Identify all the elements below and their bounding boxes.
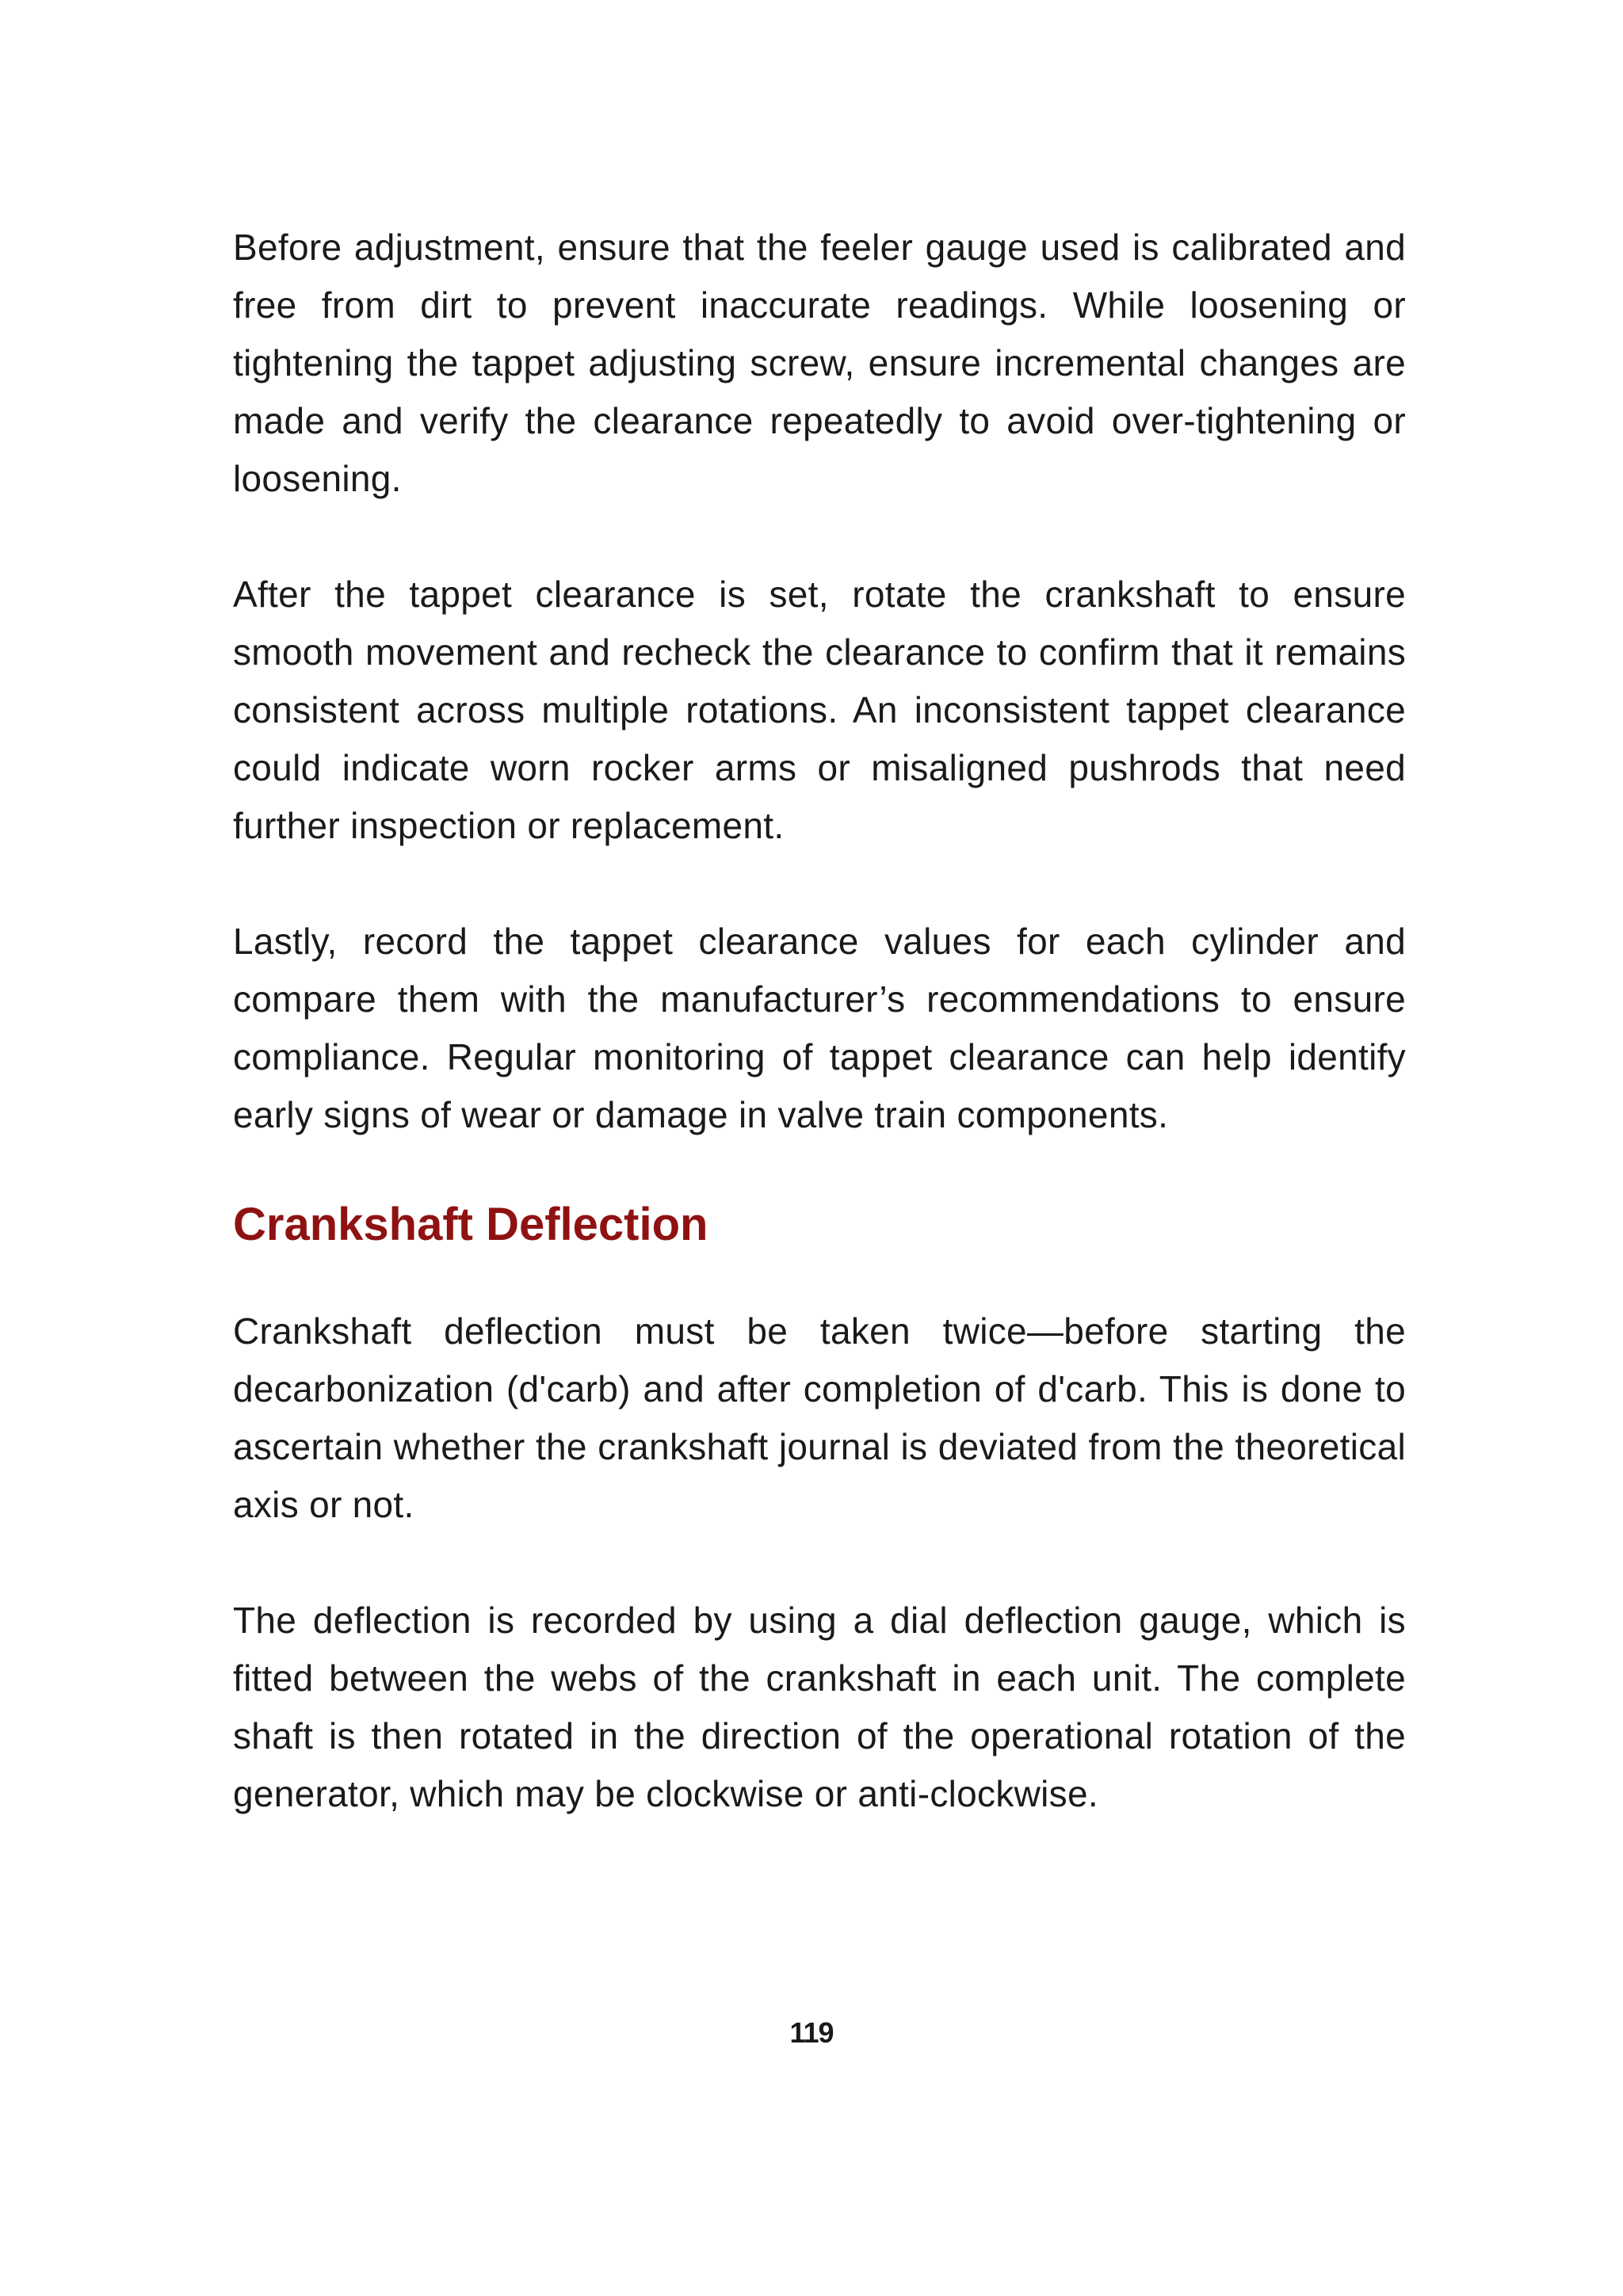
page-content — [233, 219, 1406, 1823]
paragraph-recheck-clearance: After the tappet clearance is set, rotate the crankshaft to ensure smooth movement and recheck the clearance to confirm that it remains consistent across multiple rotations. An inconsistent tappet clearance could indicate worn rocker arms or misaligned pushrods that need further inspection or replacement. — [233, 574, 1406, 846]
page-number: 119 — [789, 2016, 834, 2049]
paragraph-feeler-gauge: Before adjustment, ensure that the feeler gauge used is calibrated and free from dirt to prevent inaccurate readings. While loosening or tightening the tappet adjusting screw, ensure incremental changes are made and verify the clearance repeatedly to avoid over-tightening or loosening. — [233, 227, 1406, 499]
paragraph-dial-gauge: The deflection is recorded by using a dial deflection gauge, which is fitted between the webs of the crankshaft in each unit. The complete shaft is then rotated in the direction of the operational rotation of the generator, which may be clockwise or anti-clockwise. — [233, 1600, 1406, 1814]
paragraph-record-values: Lastly, record the tappet clearance values for each cylinder and compare them with the manufacturer’s recommendations to ensure compliance. Regular monitoring of tappet clearance can help identify early signs of wear or damage in valve train components. — [233, 921, 1406, 1135]
paragraph-deflection-twice: Crankshaft deflection must be taken twice—before starting the decarbonization (d'carb) and after completion of d'carb. This is done to ascertain whether the crankshaft journal is deviated from the theoretical axis or not. — [233, 1310, 1406, 1525]
section-heading: Crankshaft Deflection — [233, 1199, 708, 1250]
